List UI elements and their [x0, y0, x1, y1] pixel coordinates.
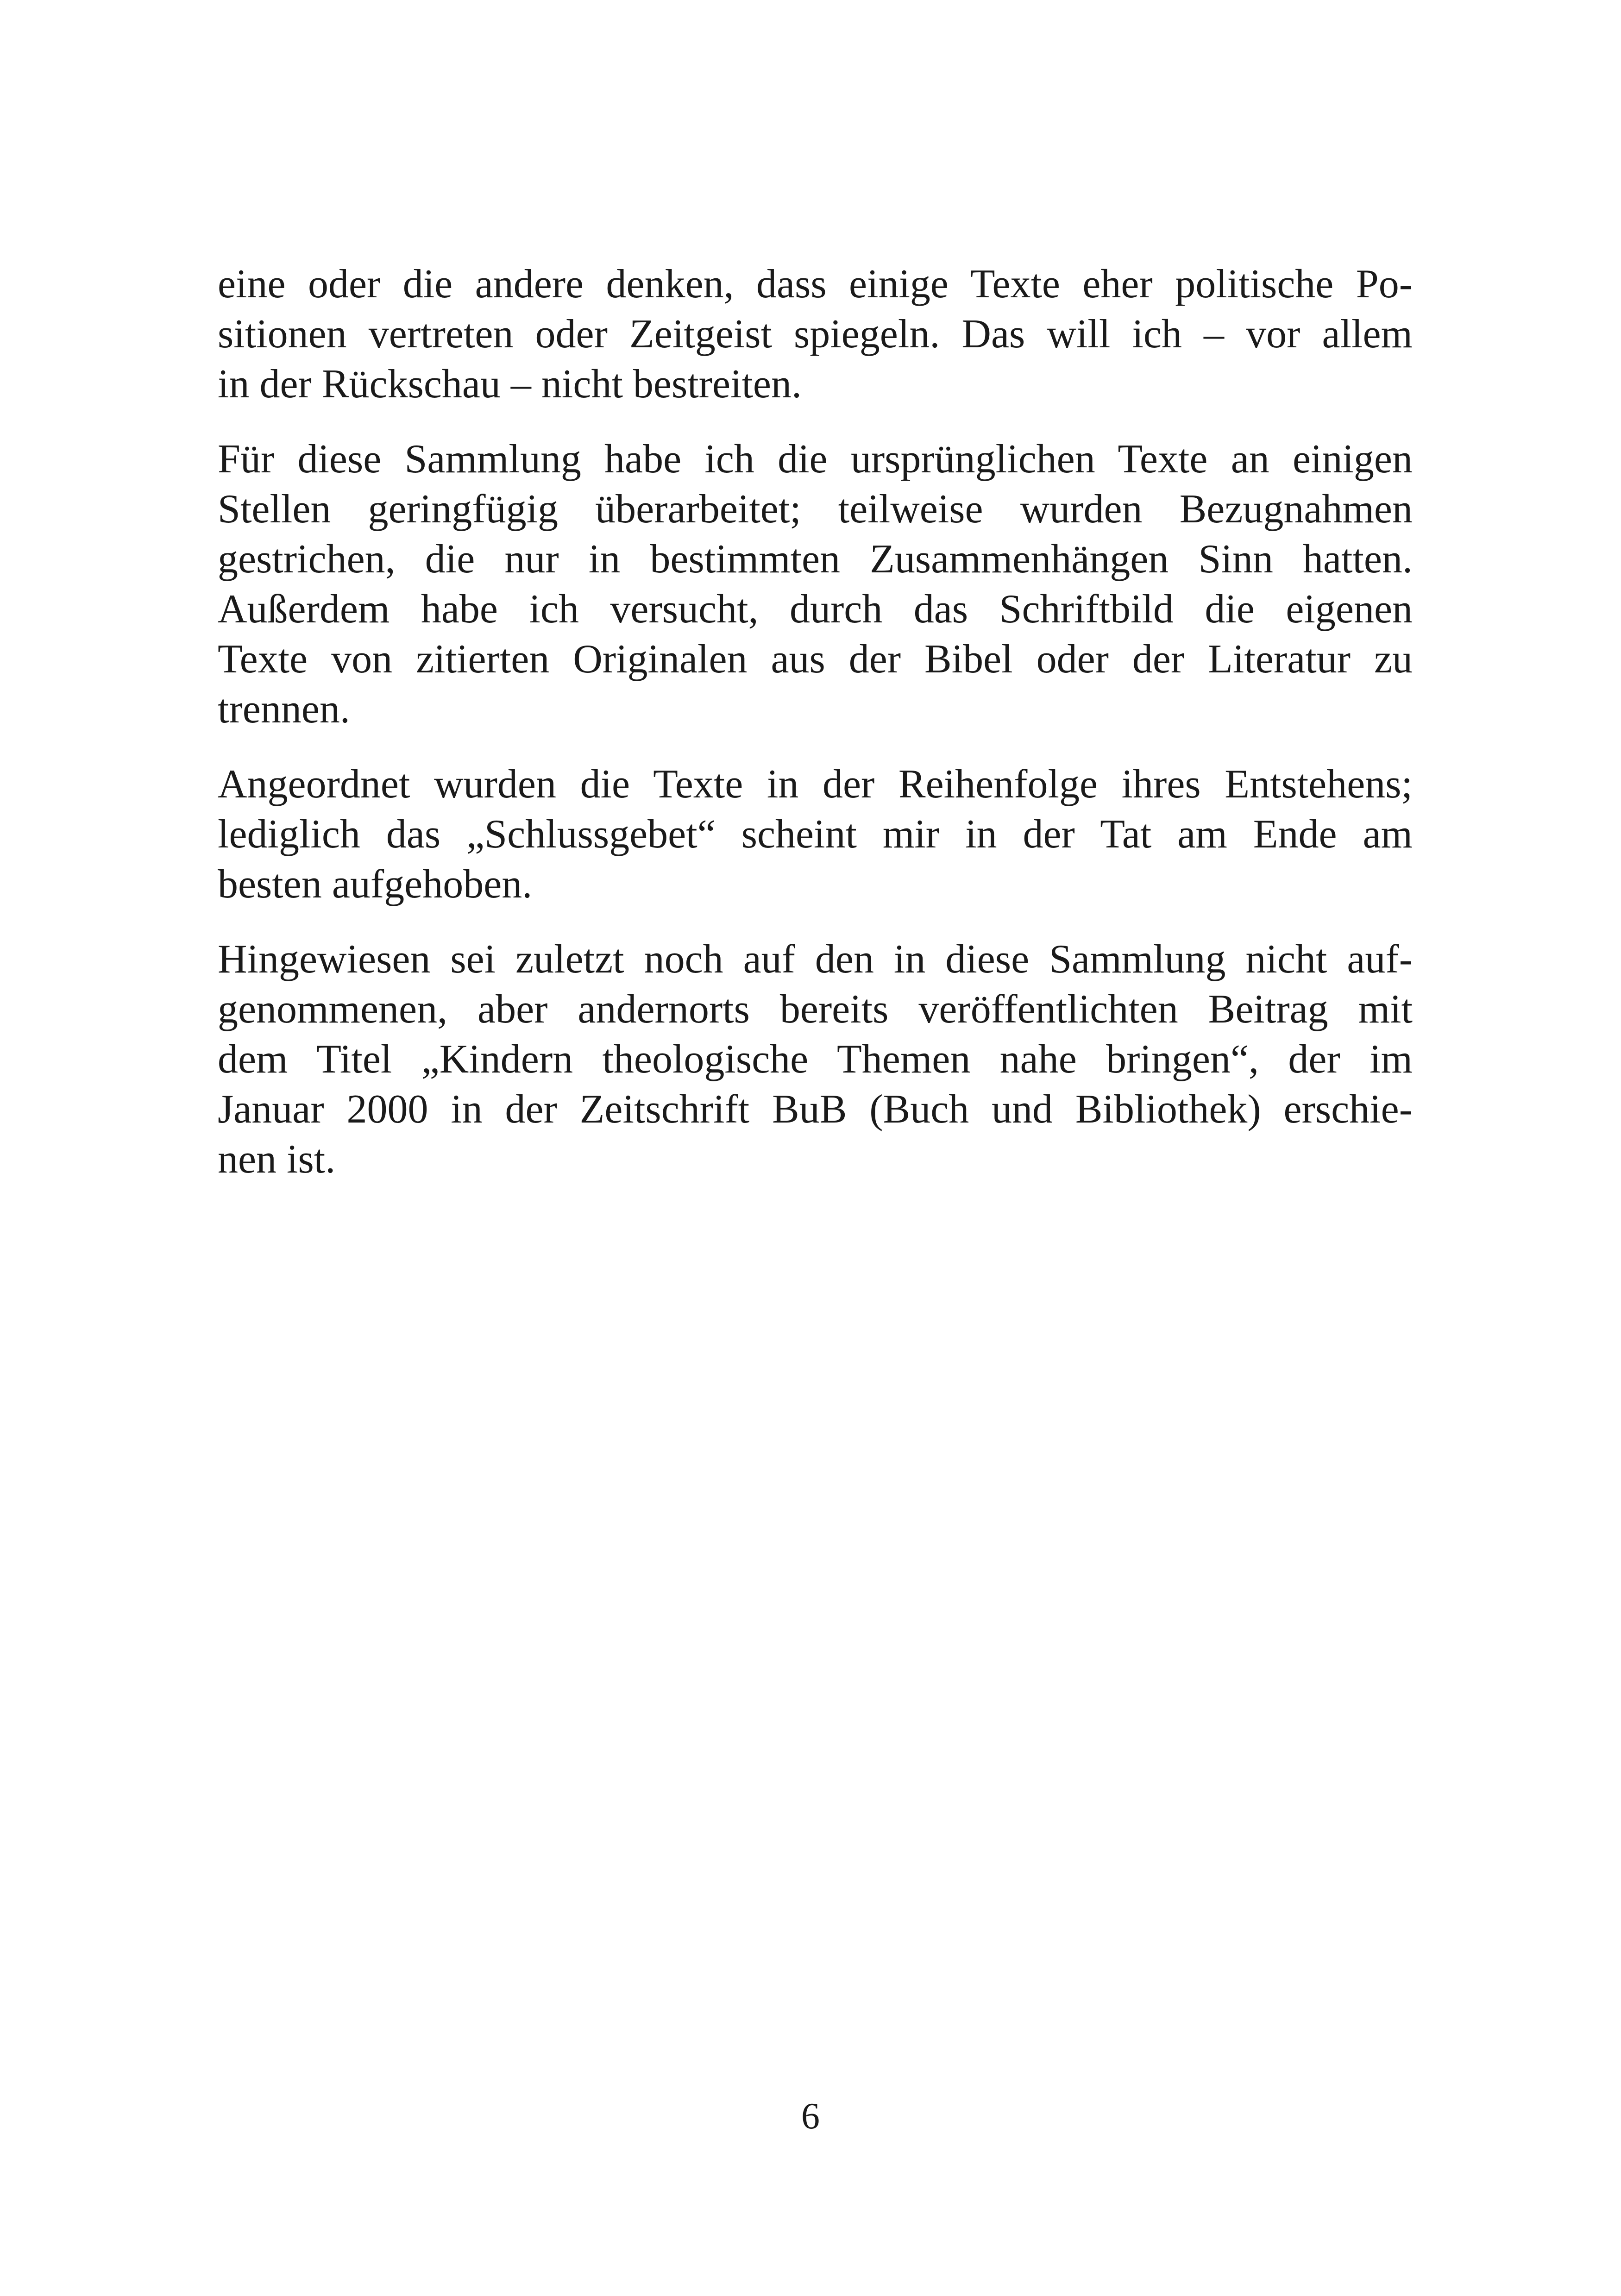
- body-text: [218, 259, 1413, 1210]
- paragraph-2: [218, 434, 1413, 734]
- text-line: Für diese Sammlung habe ich die ursprünglichen Texte an einigen: [218, 437, 1413, 482]
- text-line: Stellen geringfügig überarbeitet; teilweise wurden Bezugnahmen: [218, 487, 1413, 532]
- text-line: Außerdem habe ich versucht, durch das Schriftbild die eigenen: [218, 587, 1413, 632]
- text-line: nen ist.: [218, 1137, 336, 1182]
- text-line: sitionen vertreten oder Zeitgeist spiegeln. Das will ich – vor allem: [218, 312, 1413, 357]
- text-line: Hingewiesen sei zuletzt noch auf den in diese Sammlung nicht auf-: [218, 937, 1413, 982]
- paragraph-4: [218, 935, 1413, 1185]
- text-line: genommenen, aber andernorts bereits veröffentlichten Beitrag mit: [218, 987, 1413, 1032]
- text-line: lediglich das „Schlussgebet“ scheint mir in der Tat am Ende am: [218, 812, 1413, 857]
- text-line: dem Titel „Kindern theologische Themen nahe bringen“, der im: [218, 1037, 1413, 1082]
- page-number: 6: [801, 2096, 820, 2137]
- text-line: Januar 2000 in der Zeitschrift BuB (Buch und Bibliothek) erschie-: [218, 1087, 1413, 1132]
- text-line: Texte von zitierten Originalen aus der Bibel oder der Literatur zu: [218, 637, 1413, 682]
- text-line: Angeordnet wurden die Texte in der Reihenfolge ihres Entstehens;: [218, 762, 1413, 807]
- paragraph-1: [218, 259, 1413, 409]
- text-line: trennen.: [218, 687, 350, 732]
- text-line: gestrichen, die nur in bestimmten Zusammenhängen Sinn hatten.: [218, 537, 1413, 582]
- paragraph-3: [218, 759, 1413, 910]
- text-line: eine oder die andere denken, dass einige Texte eher politische Po-: [218, 262, 1413, 307]
- text-line: besten aufgehoben.: [218, 862, 533, 907]
- text-line: in der Rückschau – nicht bestreiten.: [218, 362, 802, 407]
